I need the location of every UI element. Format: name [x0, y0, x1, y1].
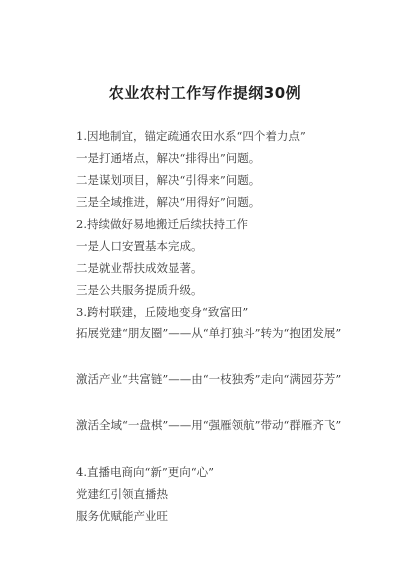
paragraph-line: 三是公共服务提质升级。: [76, 283, 203, 297]
section-heading-3: 3.跨村联建，丘陵地变身“致富田”: [76, 305, 249, 319]
paragraph-line: 二是就业帮扶成效显著。: [76, 261, 203, 275]
paragraph-line: 二是谋划项目，解决“引得来”问题。: [76, 173, 261, 187]
paragraph-line: 党建红引领直播热: [76, 487, 168, 501]
paragraph-block: 拓展党建“朋友圈”——从“单打独斗”转为“抱团发展”: [76, 326, 342, 340]
paragraph-block: 激活产业“共富链”——由“一枝独秀”走向“满园芬芳”: [76, 372, 342, 386]
document-title: 农业农村工作写作提纲30例: [108, 84, 302, 102]
paragraph-line: 一是打通堵点，解决“排得出”问题。: [76, 151, 261, 165]
paragraph-line: 一是人口安置基本完成。: [76, 239, 203, 253]
section-heading-4: 4.直播电商向“新”更向“心”: [76, 465, 214, 479]
paragraph-line: 三是全域推进，解决“用得好”问题。: [76, 195, 261, 209]
paragraph-line: 服务优赋能产业旺: [76, 509, 168, 523]
section-heading-1: 1.因地制宜，锚定疏通农田水系“四个着力点”: [76, 129, 306, 143]
section-heading-2: 2.持续做好易地搬迁后续扶持工作: [76, 217, 248, 231]
paragraph-block: 激活全域“一盘棋”——用“强雁领航”带动“群雁齐飞”: [76, 418, 342, 432]
